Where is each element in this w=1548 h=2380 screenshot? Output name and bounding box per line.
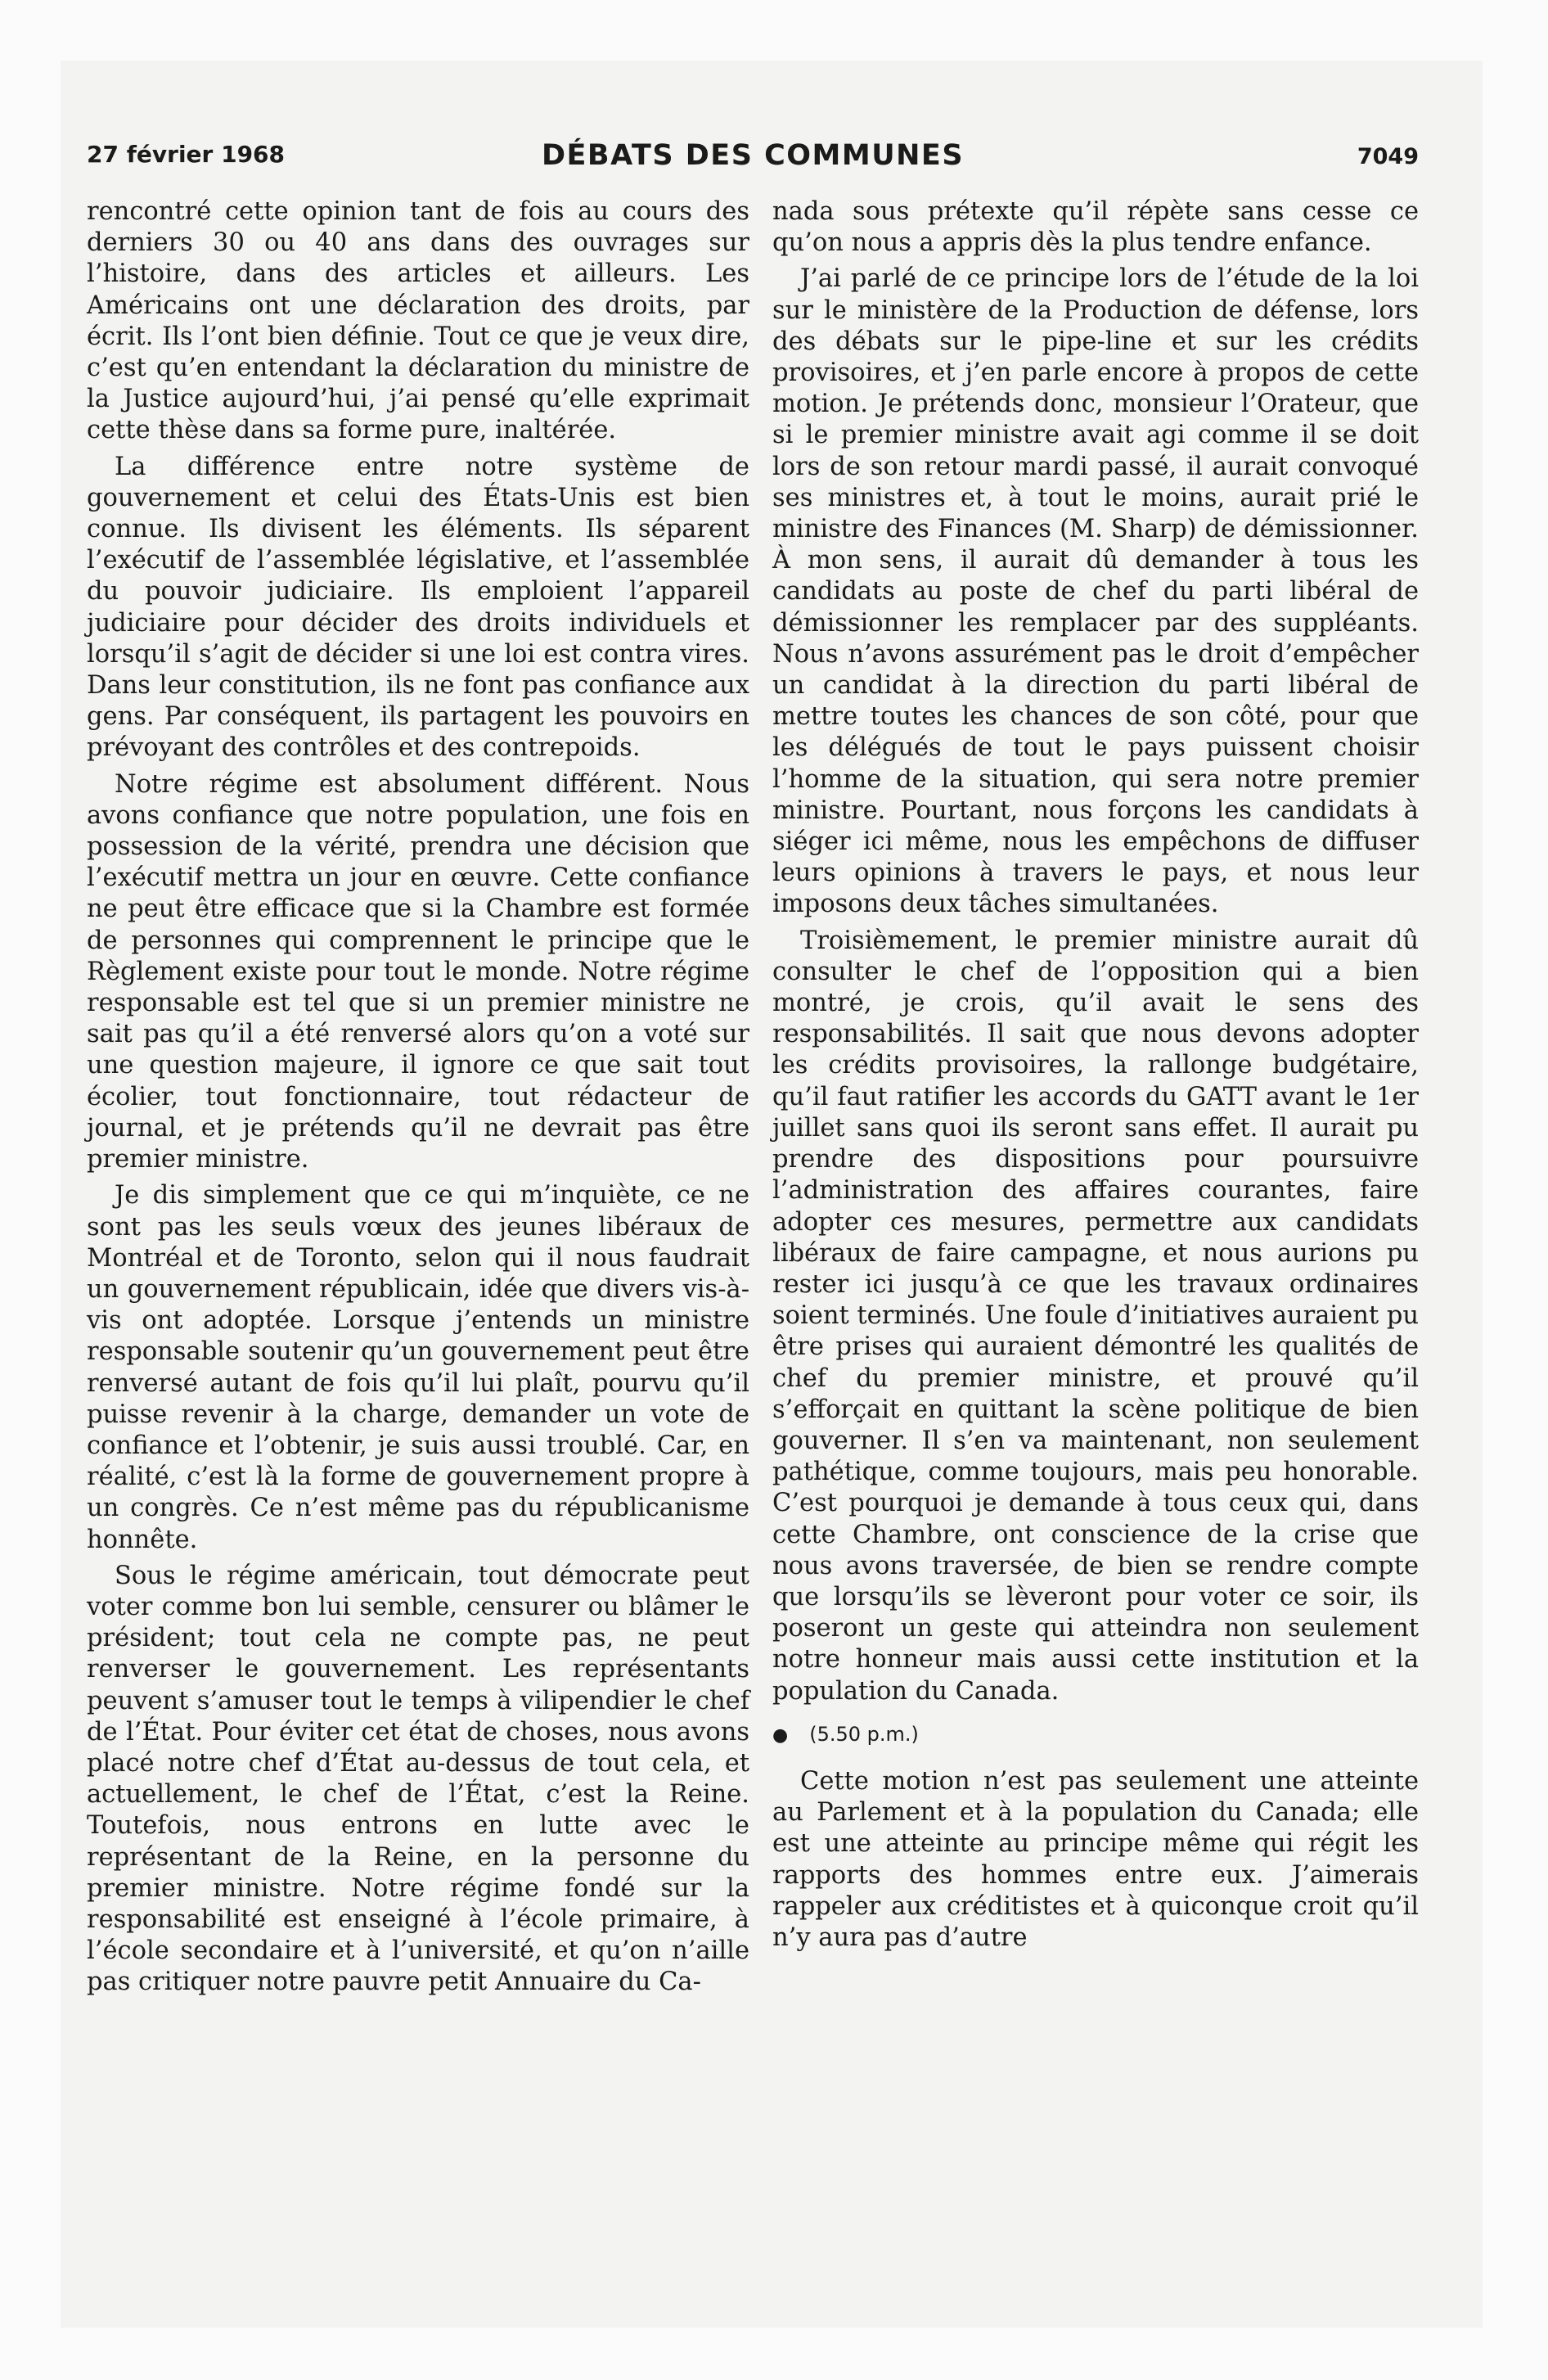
paragraph: Troisièmement, le premier ministre aurait dû consulter le chef de l’opposition qui a bien montré, je crois, qu’il avait le sens des responsabilités. Il sait que nous devons adopter les crédits provisoires, la rallonge budgétaire, qu’il faut ratifier les accords du GATT avant le 1er juillet sans quoi ils seront sans effet. Il aurait pu prendre des dispositions pour poursuivre l’administration des affaires courantes, faire adopter ces mesures, permettre aux candidats libéraux de faire campagne, et nous aurions pu rester ici jusqu’à ce que les travaux ordinaires soient terminés. Une foule d’initiatives auraient pu être prises qui auraient démontré les qualités de chef du premier ministre, et prouvé qu’il s’efforçait en quittant la scène politique de bien gouverner. Il s’en va maintenant, non seulement pathétique, comme toujours, mais peu honorable. C’est pourquoi je demande à tous ceux qui, dans cette Chambre, ont conscience de la crise que nous avons traversée, de bien se rendre compte que lorsqu’ils se lèveront pour voter ce soir, ils poseront un geste qui atteindra non seulement notre honneur mais aussi cette institution et la population du Canada. bbox=[772, 926, 1419, 1706]
paragraph: J’ai parlé de ce principe lors de l’étude de la loi sur le ministère de la Production de défense, lors des débats sur le pipe-line et sur les crédits provisoires, et j’en parle encore à propos de cette motion. Je prétends donc, monsieur l’Orateur, que si le premier ministre avait agi comme il se doit lors de son retour mardi passé, il aurait convoqué ses ministres et, à tout le moins, aurait prié le ministre des Finances (M. Sharp) de démissionner. À mon sens, il aurait dû demander à tous les candidats au poste de chef du parti libéral de démissionner les remplacer par des suppléants. Nous n’avons assurément pas le droit d’empêcher un candidat à la direction du parti libéral de mettre toutes les chances de son côté, pour que les délégués de tout le pays puissent choisir l’homme de la situation, qui sera notre premier ministre. Pourtant, nous forçons les candidats à siéger ici même, nous les empêchons de diffuser leurs opinions à travers le pays, et nous leur imposons deux tâches simultanées. bbox=[772, 264, 1419, 919]
paragraph: Notre régime est absolument différent. Nous avons confiance que notre population, une fois en possession de la vérité, prendra une décision que l’exécutif mettra un jour en œuvre. Cette confiance ne peut être efficace que si la Chambre est formée de personnes qui comprennent le principe que le Règlement existe pour tout le monde. Notre régime responsable est tel que si un premier ministre ne sait pas qu’il a été renversé alors qu’on a voté sur une question majeure, il ignore ce que sait tout écolier, tout fonctionnaire, tout rédacteur de journal, et je prétends qu’il ne devrait pas être premier ministre. bbox=[87, 769, 749, 1174]
left-column bbox=[87, 196, 749, 2004]
paragraph: rencontré cette opinion tant de fois au cours des derniers 30 ou 40 ans dans des ouvrages sur l’histoire, dans des articles et ailleurs. Les Américains ont une déclaration des droits, par écrit. Ils l’ont bien définie. Tout ce que je veux dire, c’est qu’en entendant la déclaration du ministre de la Justice aujourd’hui, j’ai pensé qu’elle exprimait cette thèse dans sa forme pure, inaltérée. bbox=[87, 197, 749, 445]
paragraph: Cette motion n’est pas seulement une atteinte au Parlement et à la population du Canada; elle est une atteinte au principe même qui régit les rapports des hommes entre eux. J’aimerais rappeler aux créditistes et à quiconque croit qu’il n’y aura pas d’autre bbox=[772, 1766, 1419, 1952]
paragraph: Je dis simplement que ce qui m’inquiète, ce ne sont pas les seuls vœux des jeunes libéraux de Montréal et de Toronto, selon qui il nous faudrait un gouvernement républicain, idée que divers vis-à-vis ont adoptée. Lorsque j’entends un ministre responsable soutenir qu’un gouvernement peut être renversé autant de fois qu’il lui plaît, pourvu qu’il puisse revenir à la charge, demander un vote de confiance et l’obtenir, je suis aussi troublé. Car, en réalité, c’est là la forme de gouvernement propre à un congrès. Ce n’est même pas du républicanisme honnête. bbox=[87, 1181, 749, 1554]
paragraph: Sous le régime américain, tout démocrate peut voter comme bon lui semble, censurer ou blâmer le président; tout cela ne compte pas, ne peut renverser le gouvernement. Les représentants peuvent s’amuser tout le temps à vilipendier le chef de l’État. Pour éviter cet état de choses, nous avons placé notre chef d’État au-dessus de tout cela, et actuellement, le chef de l’État, c’est la Reine. Toutefois, nous entrons en lutte avec le représentant de la Reine, en la personne du premier ministre. Notre régime fondé sur la responsabilité est enseigné à l’école primaire, à l’école secondaire et à l’université, et qu’on n’aille pas critiquer notre pauvre petit Annuaire du Ca- bbox=[87, 1561, 749, 1997]
paragraph: La différence entre notre système de gouvernement et celui des États-Unis est bien connue. Ils divisent les éléments. Ils séparent l’exécutif de l’assemblée législative, et l’assemblée du pouvoir judiciaire. Ils emploient l’appareil judiciaire pour décider des droits individuels et lorsqu’il s’agit de décider si une loi est contra vires. Dans leur constitution, ils ne font pas confiance aux gens. Par conséquent, ils partagent les pouvoirs en prévoyant des contrôles et des contrepoids. bbox=[87, 452, 749, 763]
paragraph: nada sous prétexte qu’il répète sans cesse ce qu’on nous a appris dès la plus tendre enfance. bbox=[772, 197, 1419, 258]
time-marker-text: (5.50 p.m.) bbox=[809, 1722, 919, 1746]
right-column bbox=[772, 196, 1419, 1959]
header-date: 27 février 1968 bbox=[87, 141, 286, 168]
page-number: 7049 bbox=[1357, 144, 1419, 169]
bullet-icon: ● bbox=[772, 1724, 789, 1746]
header-title: DÉBATS DES COMMUNES bbox=[541, 139, 965, 172]
time-marker bbox=[772, 1719, 1419, 1751]
page-header bbox=[87, 141, 1419, 177]
